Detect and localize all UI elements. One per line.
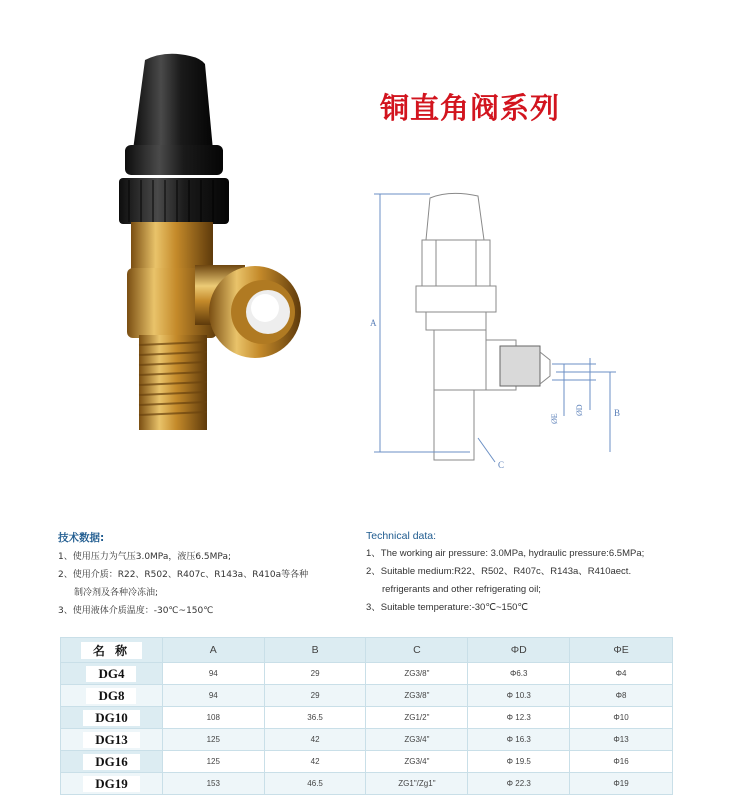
tech-cn-line-1: 1、使用压力为气压3.0MPa，液压6.5MPa; [58,552,231,562]
cell-c: ZG1"/Zg1" [366,773,468,795]
dim-label-e: ØE [550,413,559,424]
table-row [61,685,673,707]
cell-d: Φ6.3 [468,663,570,685]
cell-e: Φ16 [570,751,673,773]
col-header-d: ΦD [468,638,570,663]
table-row [61,663,673,685]
tech-data-cn-heading: 技术数据: [58,532,105,544]
cell-d: Φ 16.3 [468,729,570,751]
spec-table [60,637,673,795]
tech-en-line-2: 2、Suitable medium:R22、R502、R407c、R143a、R410aect. [366,566,632,577]
table-row [61,707,673,729]
cell-e: Φ19 [570,773,673,795]
cell-c: ZG3/4" [366,751,468,773]
product-photo [105,50,305,440]
cell-d: Φ 19.5 [468,751,570,773]
col-header-e: ΦE [570,638,673,663]
table-header-row [61,638,673,663]
page-title: 铜直角阀系列 [380,91,561,125]
dim-label-d: ØD [575,404,584,416]
cell-model: DG10 [61,707,163,729]
table-row [61,751,673,773]
cell-b: 42 [264,751,366,773]
cell-b: 29 [264,685,366,707]
technical-drawing [360,180,650,480]
cell-b: 29 [264,663,366,685]
cell-e: Φ4 [570,663,673,685]
cell-a: 94 [162,663,264,685]
dim-label-a: A [370,318,377,328]
cell-e: Φ13 [570,729,673,751]
col-header-b: B [264,638,366,663]
cell-model: DG4 [61,663,163,685]
cell-e: Φ10 [570,707,673,729]
tech-en-line-4: 3、Suitable temperature:-30℃~150℃ [366,602,529,613]
dim-label-c: C [498,460,505,470]
dim-label-b: B [614,408,621,418]
cell-a: 108 [162,707,264,729]
cell-a: 125 [162,751,264,773]
cell-c: ZG3/8" [366,663,468,685]
table-row [61,773,673,795]
tech-en-line-3: refrigerants and other refrigerating oil; [382,584,541,595]
cell-model: DG19 [61,773,163,795]
cell-model: DG8 [61,685,163,707]
tech-en-line-1: 1、The working air pressure: 3.0MPa, hydraulic pressure:6.5MPa; [366,548,645,559]
cell-a: 153 [162,773,264,795]
col-header-c: C [366,638,468,663]
cell-e: Φ8 [570,685,673,707]
cell-model: DG13 [61,729,163,751]
col-header-a: A [162,638,264,663]
cell-c: ZG1/2" [366,707,468,729]
cell-b: 42 [264,729,366,751]
cell-d: Φ 10.3 [468,685,570,707]
col-header-name: 名 称 [61,638,163,663]
cell-a: 94 [162,685,264,707]
tech-data-en [366,530,706,617]
cell-model: DG16 [61,751,163,773]
tech-data-cn [58,530,358,620]
cell-c: ZG3/4" [366,729,468,751]
cell-d: Φ 22.3 [468,773,570,795]
tech-cn-line-3: 制冷剂及各种冷冻油; [74,588,159,598]
cell-d: Φ 12.3 [468,707,570,729]
table-row [61,729,673,751]
cell-a: 125 [162,729,264,751]
tech-data-en-heading: Technical data: [366,530,437,542]
cell-c: ZG3/8" [366,685,468,707]
tech-cn-line-4: 3、使用液体介质温度：-30℃~150℃ [58,606,214,616]
cell-b: 46.5 [264,773,366,795]
tech-cn-line-2: 2、使用介质：R22、R502、R407c、R143a、R410a等各种 [58,570,309,580]
cell-b: 36.5 [264,707,366,729]
